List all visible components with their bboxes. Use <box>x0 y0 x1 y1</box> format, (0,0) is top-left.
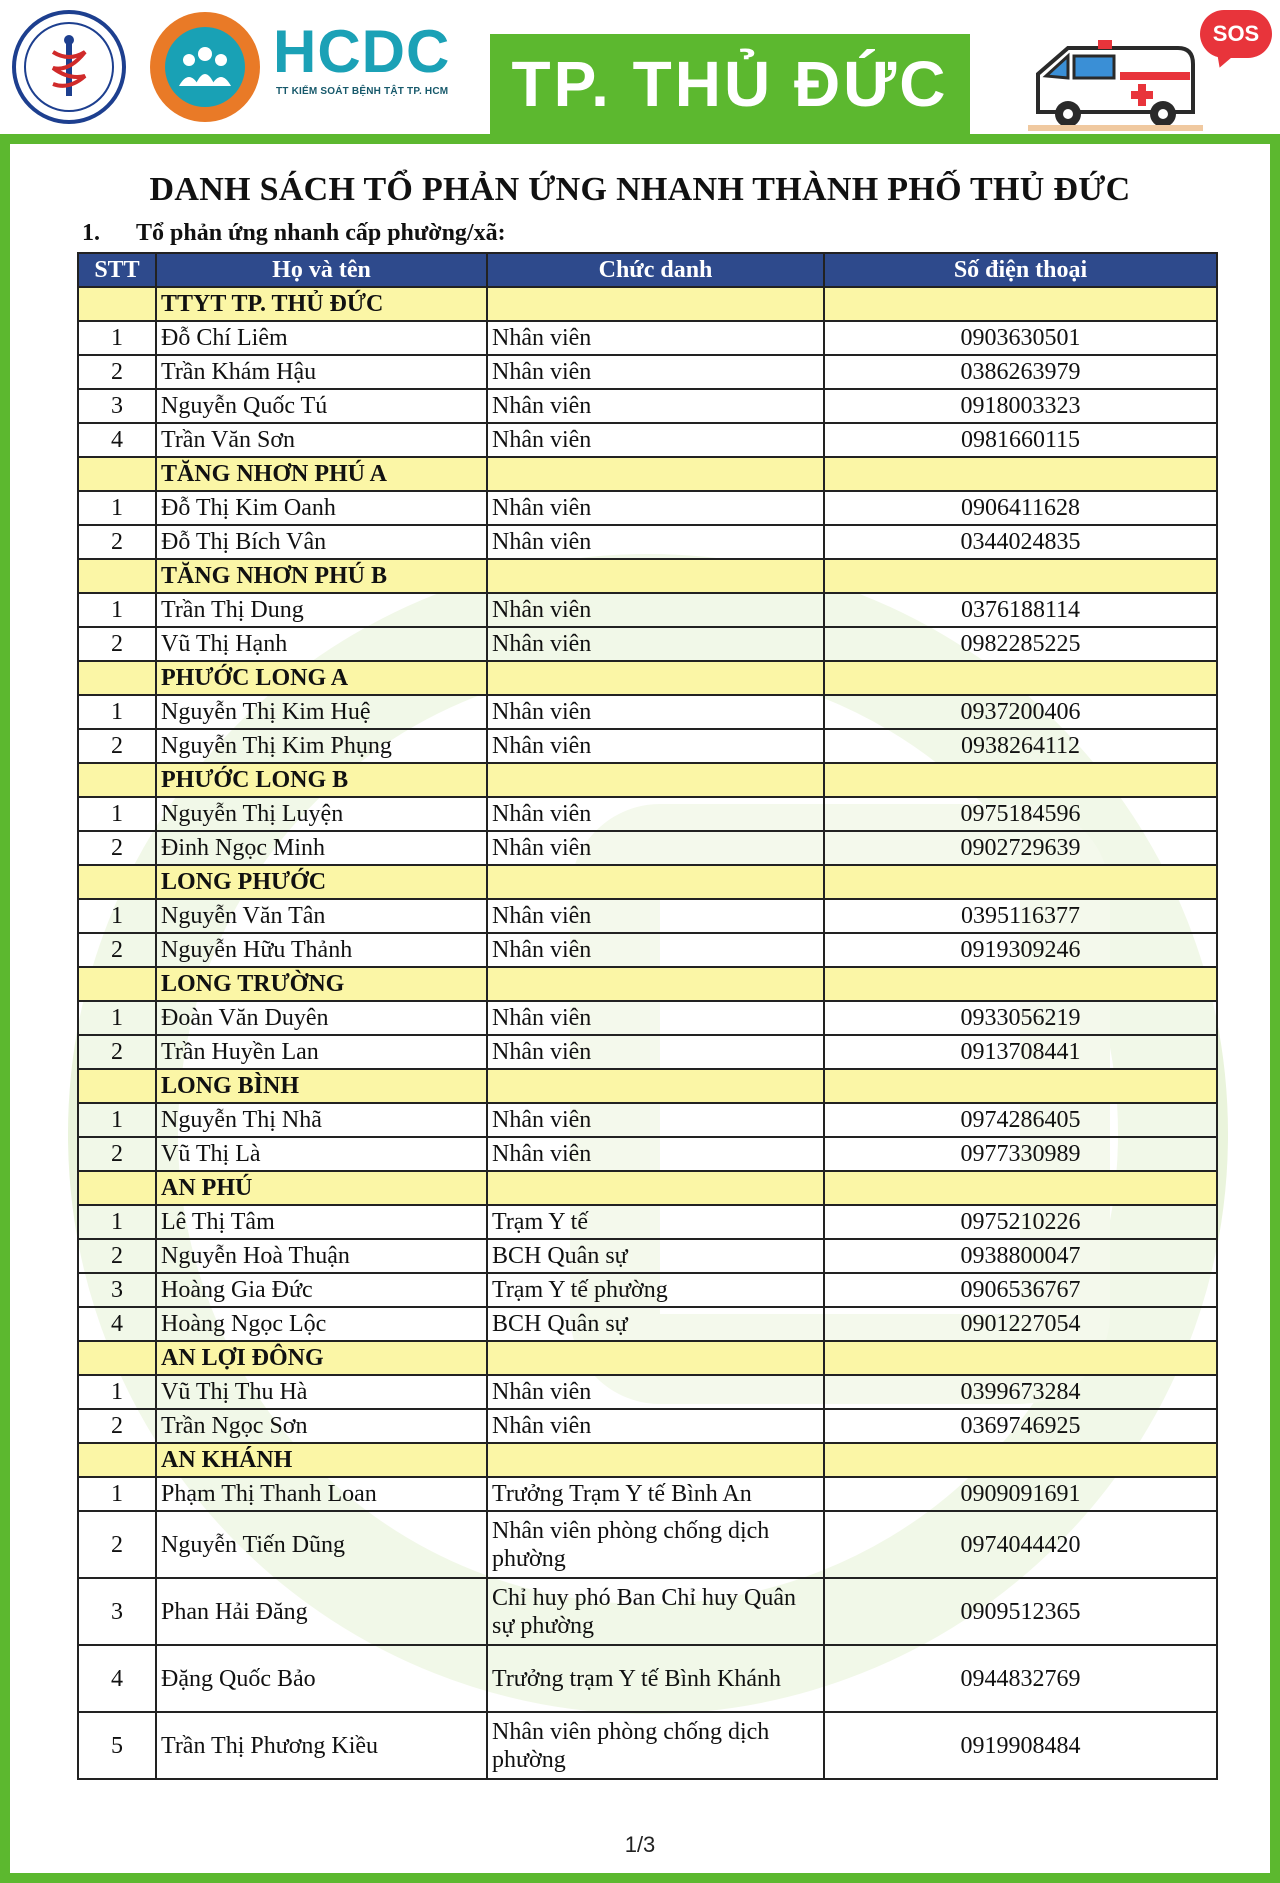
phone-cell: 0938800047 <box>824 1239 1217 1273</box>
role-cell: Nhân viên <box>487 933 824 967</box>
name-cell: Nguyễn Thị Kim Huệ <box>156 695 487 729</box>
group-stt-cell <box>78 763 156 797</box>
name-cell: Trần Ngọc Sơn <box>156 1409 487 1443</box>
phone-cell: 0919908484 <box>824 1712 1217 1779</box>
role-cell: Nhân viên <box>487 1409 824 1443</box>
group-phone-cell <box>824 1341 1217 1375</box>
stt-cell: 2 <box>78 525 156 559</box>
phone-cell: 0906411628 <box>824 491 1217 525</box>
group-role-cell <box>487 1443 824 1477</box>
role-cell: Nhân viên phòng chống dịch phường <box>487 1511 824 1578</box>
stt-cell: 1 <box>78 1375 156 1409</box>
table-row <box>78 1477 1217 1511</box>
role-cell: Nhân viên <box>487 423 824 457</box>
stt-cell: 1 <box>78 491 156 525</box>
role-cell: Nhân viên <box>487 1103 824 1137</box>
group-name: LONG BÌNH <box>156 1069 487 1103</box>
stt-cell: 5 <box>78 1712 156 1779</box>
group-role-cell <box>487 661 824 695</box>
table-row <box>78 1001 1217 1035</box>
group-phone-cell <box>824 865 1217 899</box>
stt-cell: 1 <box>78 1103 156 1137</box>
name-cell: Hoàng Gia Đức <box>156 1273 487 1307</box>
stt-cell: 4 <box>78 1645 156 1712</box>
role-cell: Nhân viên <box>487 321 824 355</box>
group-phone-cell <box>824 661 1217 695</box>
group-role-cell <box>487 967 824 1001</box>
phone-cell: 0913708441 <box>824 1035 1217 1069</box>
group-phone-cell <box>824 967 1217 1001</box>
table-row <box>78 1645 1217 1712</box>
phone-cell: 0903630501 <box>824 321 1217 355</box>
group-name: TĂNG NHƠN PHÚ B <box>156 559 487 593</box>
name-cell: Nguyễn Thị Luyện <box>156 797 487 831</box>
table-row <box>78 1511 1217 1578</box>
stt-cell: 2 <box>78 355 156 389</box>
group-role-cell <box>487 287 824 321</box>
phone-cell: 0901227054 <box>824 1307 1217 1341</box>
hcdc-brand-text: HCDC <box>273 18 451 85</box>
table-row <box>78 695 1217 729</box>
stt-cell: 2 <box>78 933 156 967</box>
name-cell: Lê Thị Tâm <box>156 1205 487 1239</box>
name-cell: Nguyễn Văn Tân <box>156 899 487 933</box>
role-cell: Nhân viên <box>487 525 824 559</box>
table-row <box>78 933 1217 967</box>
stt-cell: 2 <box>78 1239 156 1273</box>
health-department-seal-logo <box>12 10 126 124</box>
group-phone-cell <box>824 559 1217 593</box>
role-cell: Trưởng trạm Y tế Bình Khánh <box>487 1645 824 1712</box>
group-role-cell <box>487 1341 824 1375</box>
group-row <box>78 457 1217 491</box>
name-cell: Vũ Thị Thu Hà <box>156 1375 487 1409</box>
page-header <box>0 0 1280 136</box>
role-cell: Nhân viên <box>487 1035 824 1069</box>
group-row <box>78 287 1217 321</box>
stt-cell: 3 <box>78 1578 156 1645</box>
column-header-name: Họ và tên <box>156 253 487 287</box>
phone-cell: 0938264112 <box>824 729 1217 763</box>
phone-cell: 0909091691 <box>824 1477 1217 1511</box>
stt-cell: 3 <box>78 389 156 423</box>
stt-cell: 2 <box>78 1137 156 1171</box>
name-cell: Nguyễn Thị Nhã <box>156 1103 487 1137</box>
role-cell: Nhân viên <box>487 593 824 627</box>
table-row <box>78 899 1217 933</box>
group-row <box>78 661 1217 695</box>
stt-cell: 4 <box>78 423 156 457</box>
role-cell: Trạm Y tế <box>487 1205 824 1239</box>
group-stt-cell <box>78 1069 156 1103</box>
group-role-cell <box>487 763 824 797</box>
group-stt-cell <box>78 287 156 321</box>
phone-cell: 0982285225 <box>824 627 1217 661</box>
role-cell: Nhân viên <box>487 491 824 525</box>
group-phone-cell <box>824 1443 1217 1477</box>
stt-cell: 1 <box>78 1001 156 1035</box>
sos-badge: SOS <box>1200 10 1272 58</box>
district-title-banner: TP. THỦ ĐỨC <box>490 34 970 134</box>
group-row <box>78 763 1217 797</box>
group-name: PHƯỚC LONG A <box>156 661 487 695</box>
name-cell: Phạm Thị Thanh Loan <box>156 1477 487 1511</box>
phone-cell: 0395116377 <box>824 899 1217 933</box>
table-row <box>78 1035 1217 1069</box>
group-stt-cell <box>78 967 156 1001</box>
table-row <box>78 729 1217 763</box>
role-cell: Nhân viên <box>487 831 824 865</box>
group-role-cell <box>487 1171 824 1205</box>
table-row <box>78 593 1217 627</box>
table-row <box>78 1409 1217 1443</box>
phone-cell: 0918003323 <box>824 389 1217 423</box>
stt-cell: 2 <box>78 831 156 865</box>
role-cell: BCH Quân sự <box>487 1307 824 1341</box>
name-cell: Phan Hải Đăng <box>156 1578 487 1645</box>
document-title: DANH SÁCH TỔ PHẢN ỨNG NHANH THÀNH PHỐ THỦ ĐỨC <box>149 171 1131 208</box>
name-cell: Trần Thị Dung <box>156 593 487 627</box>
phone-cell: 0975210226 <box>824 1205 1217 1239</box>
group-stt-cell <box>78 559 156 593</box>
role-cell: Nhân viên <box>487 797 824 831</box>
group-row <box>78 559 1217 593</box>
phone-cell: 0906536767 <box>824 1273 1217 1307</box>
phone-cell: 0937200406 <box>824 695 1217 729</box>
name-cell: Trần Huyền Lan <box>156 1035 487 1069</box>
stt-cell: 1 <box>78 1205 156 1239</box>
table-header-row <box>78 253 1217 287</box>
name-cell: Nguyễn Hoà Thuận <box>156 1239 487 1273</box>
table-row <box>78 525 1217 559</box>
role-cell: Trưởng Trạm Y tế Bình An <box>487 1477 824 1511</box>
group-phone-cell <box>824 457 1217 491</box>
stt-cell: 4 <box>78 1307 156 1341</box>
name-cell: Nguyễn Thị Kim Phụng <box>156 729 487 763</box>
phone-cell: 0919309246 <box>824 933 1217 967</box>
table-row <box>78 1578 1217 1645</box>
group-name: LONG TRƯỜNG <box>156 967 487 1001</box>
table-row <box>78 423 1217 457</box>
table-row <box>78 491 1217 525</box>
name-cell: Đỗ Chí Liêm <box>156 321 487 355</box>
phone-cell: 0344024835 <box>824 525 1217 559</box>
stt-cell: 2 <box>78 729 156 763</box>
hcdc-logo-mark <box>150 12 260 122</box>
group-row <box>78 1171 1217 1205</box>
page-number: 1/3 <box>624 1832 656 1857</box>
phone-cell: 0376188114 <box>824 593 1217 627</box>
group-name: LONG PHƯỚC <box>156 865 487 899</box>
group-role-cell <box>487 559 824 593</box>
table-row <box>78 1307 1217 1341</box>
stt-cell: 2 <box>78 627 156 661</box>
phone-cell: 0975184596 <box>824 797 1217 831</box>
stt-cell: 2 <box>78 1511 156 1578</box>
role-cell: Nhân viên <box>487 695 824 729</box>
name-cell: Đỗ Thị Bích Vân <box>156 525 487 559</box>
group-stt-cell <box>78 1341 156 1375</box>
table-row <box>78 1712 1217 1779</box>
section-title: Tổ phản ứng nhanh cấp phường/xã: <box>136 220 506 246</box>
table-row <box>78 1103 1217 1137</box>
table-row <box>78 355 1217 389</box>
role-cell: Nhân viên <box>487 389 824 423</box>
people-group-icon <box>175 42 235 92</box>
column-header-role: Chức danh <box>487 253 824 287</box>
role-cell: Chỉ huy phó Ban Chỉ huy Quân sự phường <box>487 1578 824 1645</box>
group-stt-cell <box>78 1443 156 1477</box>
group-row <box>78 1069 1217 1103</box>
role-cell: Nhân viên <box>487 899 824 933</box>
column-header-stt: STT <box>78 253 156 287</box>
table-row <box>78 797 1217 831</box>
group-name: TĂNG NHƠN PHÚ A <box>156 457 487 491</box>
group-row <box>78 1443 1217 1477</box>
group-name: AN PHÚ <box>156 1171 487 1205</box>
name-cell: Nguyễn Hữu Thảnh <box>156 933 487 967</box>
name-cell: Đoàn Văn Duyên <box>156 1001 487 1035</box>
table-row <box>78 1239 1217 1273</box>
phone-cell: 0399673284 <box>824 1375 1217 1409</box>
table-row <box>78 1205 1217 1239</box>
table-row <box>78 321 1217 355</box>
phone-cell: 0909512365 <box>824 1578 1217 1645</box>
role-cell: Trạm Y tế phường <box>487 1273 824 1307</box>
table-body <box>78 287 1217 1779</box>
group-row <box>78 865 1217 899</box>
rapid-response-table <box>77 252 1218 1780</box>
table-row <box>78 389 1217 423</box>
group-phone-cell <box>824 763 1217 797</box>
stt-cell: 1 <box>78 593 156 627</box>
group-stt-cell <box>78 1171 156 1205</box>
phone-cell: 0369746925 <box>824 1409 1217 1443</box>
group-stt-cell <box>78 457 156 491</box>
phone-cell: 0944832769 <box>824 1645 1217 1712</box>
group-name: PHƯỚC LONG B <box>156 763 487 797</box>
name-cell: Vũ Thị Hạnh <box>156 627 487 661</box>
role-cell: Nhân viên phòng chống dịch phường <box>487 1712 824 1779</box>
role-cell: Nhân viên <box>487 1375 824 1409</box>
table-row <box>78 1273 1217 1307</box>
name-cell: Vũ Thị Là <box>156 1137 487 1171</box>
role-cell: Nhân viên <box>487 1001 824 1035</box>
name-cell: Đỗ Thị Kim Oanh <box>156 491 487 525</box>
table-row <box>78 627 1217 661</box>
name-cell: Trần Khám Hậu <box>156 355 487 389</box>
table-row <box>78 1375 1217 1409</box>
group-name: AN KHÁNH <box>156 1443 487 1477</box>
group-stt-cell <box>78 865 156 899</box>
group-role-cell <box>487 457 824 491</box>
stt-cell: 1 <box>78 1477 156 1511</box>
group-row <box>78 1341 1217 1375</box>
role-cell: Nhân viên <box>487 627 824 661</box>
stt-cell: 3 <box>78 1273 156 1307</box>
group-stt-cell <box>78 661 156 695</box>
name-cell: Đinh Ngọc Minh <box>156 831 487 865</box>
name-cell: Nguyễn Tiến Dũng <box>156 1511 487 1578</box>
group-phone-cell <box>824 1171 1217 1205</box>
group-phone-cell <box>824 1069 1217 1103</box>
role-cell: Nhân viên <box>487 729 824 763</box>
stt-cell: 1 <box>78 321 156 355</box>
section-heading <box>82 220 506 247</box>
name-cell: Nguyễn Quốc Tú <box>156 389 487 423</box>
phone-cell: 0974044420 <box>824 1511 1217 1578</box>
table-row <box>78 1137 1217 1171</box>
phone-cell: 0977330989 <box>824 1137 1217 1171</box>
hcdc-brand-subtitle: TT KIỂM SOÁT BỆNH TẬT TP. HCM <box>276 86 449 97</box>
ambulance-icon <box>1028 34 1203 134</box>
phone-cell: 0933056219 <box>824 1001 1217 1035</box>
section-number: 1. <box>82 220 100 246</box>
stt-cell: 1 <box>78 797 156 831</box>
group-phone-cell <box>824 287 1217 321</box>
phone-cell: 0981660115 <box>824 423 1217 457</box>
role-cell: Nhân viên <box>487 355 824 389</box>
phone-cell: 0386263979 <box>824 355 1217 389</box>
stt-cell: 1 <box>78 899 156 933</box>
caduceus-icon <box>39 32 99 102</box>
stt-cell: 2 <box>78 1035 156 1069</box>
name-cell: Trần Thị Phương Kiều <box>156 1712 487 1779</box>
group-role-cell <box>487 865 824 899</box>
phone-cell: 0902729639 <box>824 831 1217 865</box>
group-role-cell <box>487 1069 824 1103</box>
column-header-phone: Số điện thoại <box>824 253 1217 287</box>
role-cell: BCH Quân sự <box>487 1239 824 1273</box>
group-row <box>78 967 1217 1001</box>
stt-cell: 2 <box>78 1409 156 1443</box>
group-name: AN LỢI ĐÔNG <box>156 1341 487 1375</box>
phone-cell: 0974286405 <box>824 1103 1217 1137</box>
role-cell: Nhân viên <box>487 1137 824 1171</box>
group-name: TTYT TP. THỦ ĐỨC <box>156 287 487 321</box>
table-row <box>78 831 1217 865</box>
name-cell: Trần Văn Sơn <box>156 423 487 457</box>
name-cell: Đặng Quốc Bảo <box>156 1645 487 1712</box>
stt-cell: 1 <box>78 695 156 729</box>
name-cell: Hoàng Ngọc Lộc <box>156 1307 487 1341</box>
